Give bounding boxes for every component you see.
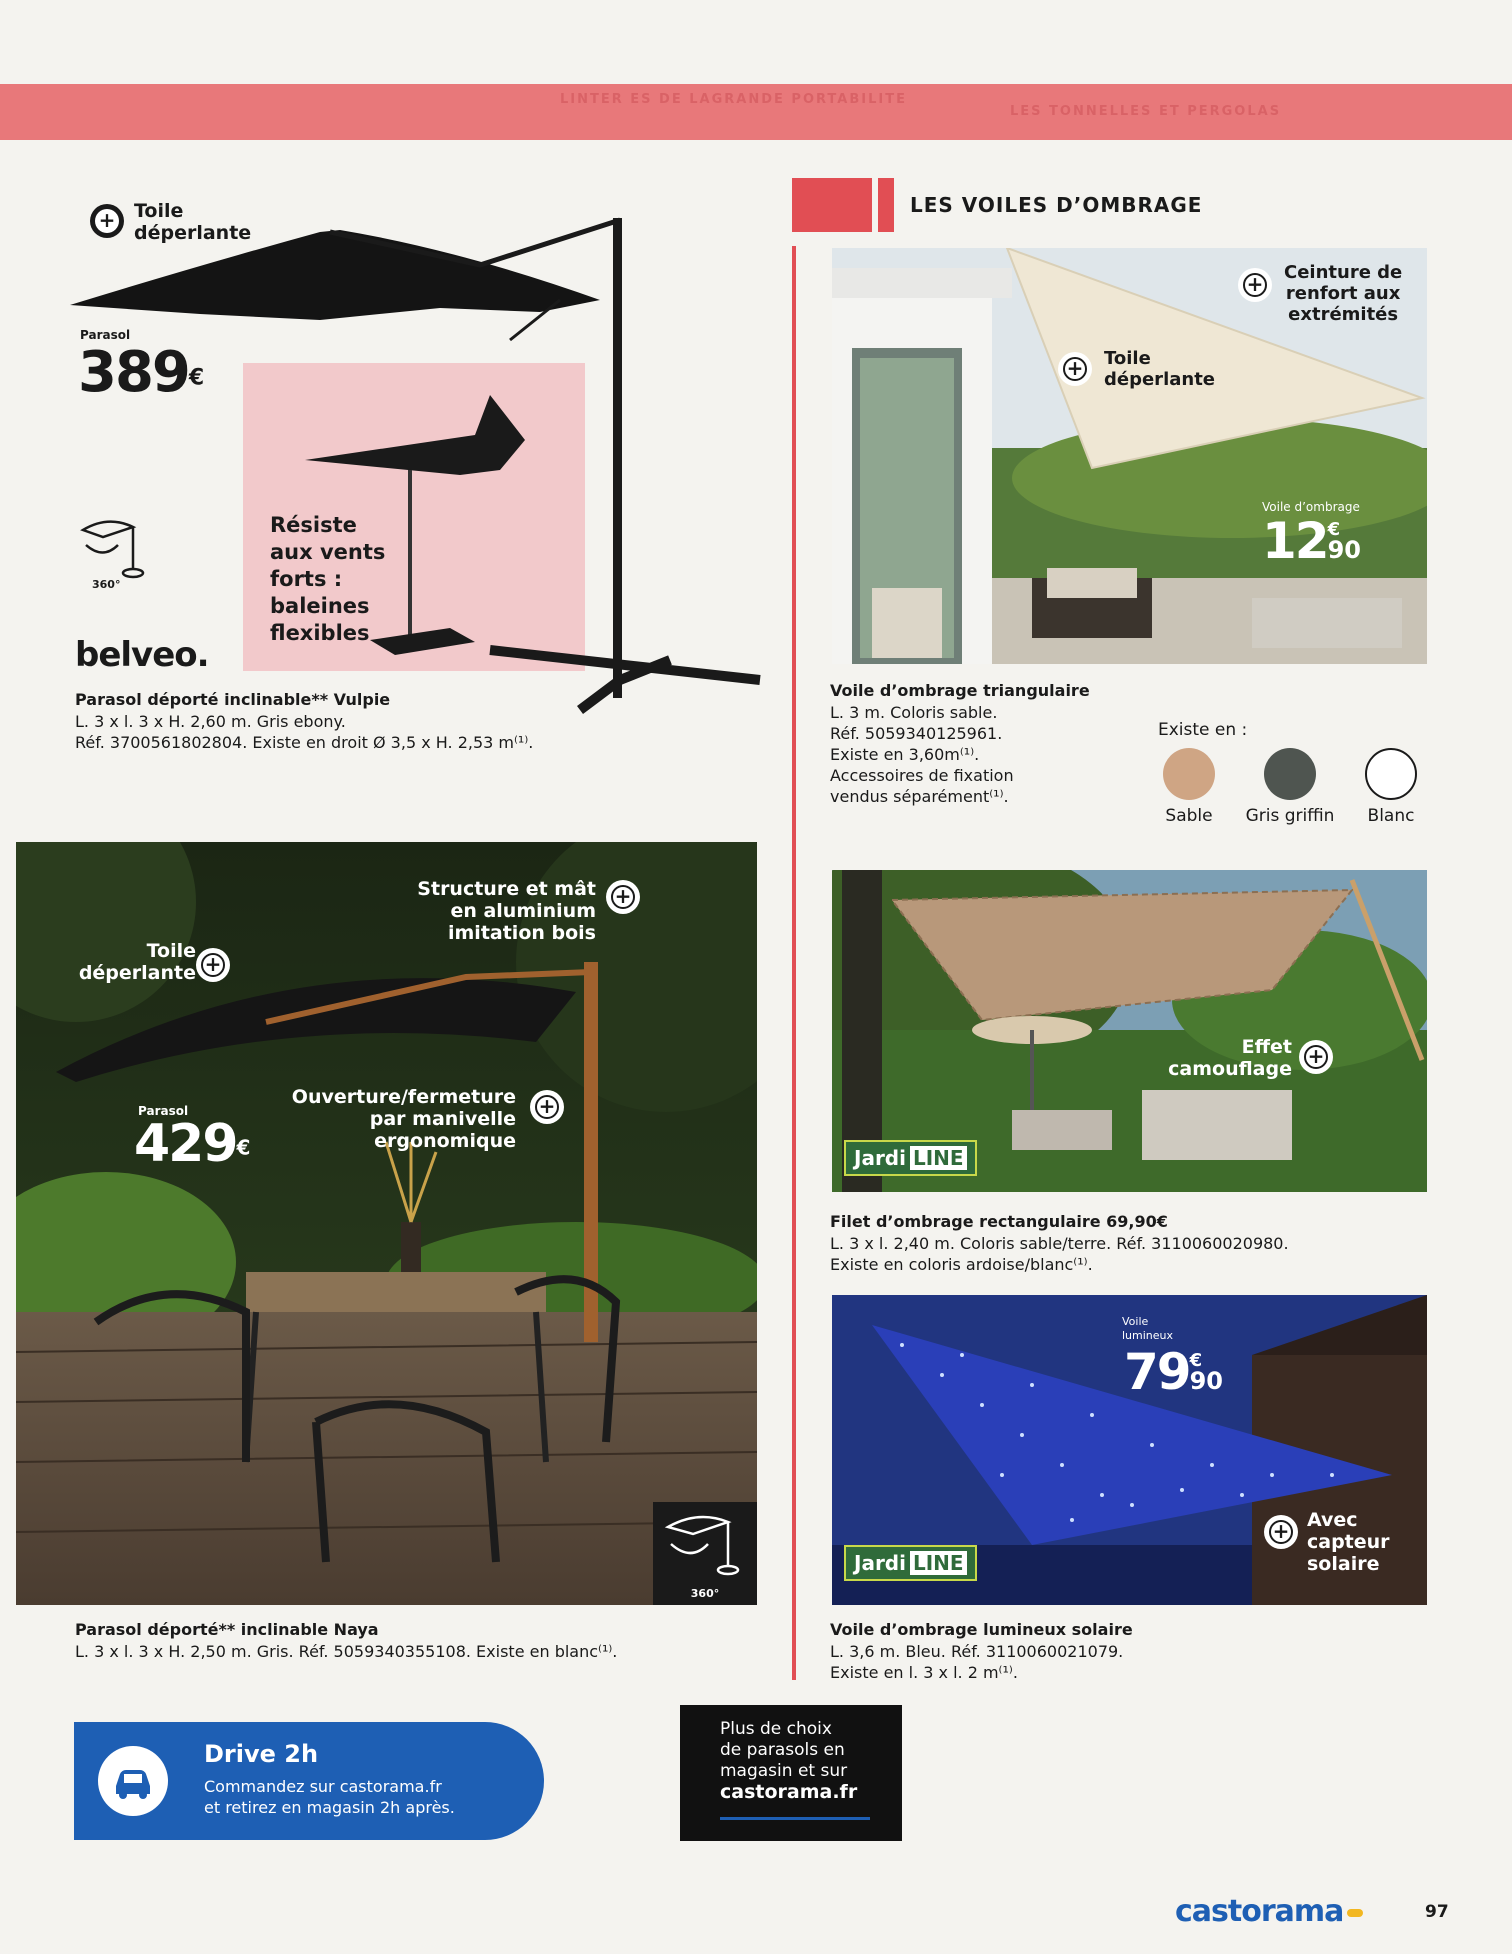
toile-marker-icon: [196, 948, 230, 982]
vulpie-title: Parasol déporté inclinable** Vulpie: [75, 690, 391, 709]
naya-price: [134, 1114, 250, 1174]
filet-callout: [1142, 1036, 1292, 1080]
triangle-price: [1262, 512, 1361, 570]
exists-label: Existe en :: [1158, 720, 1248, 740]
naya-callout-structure: [396, 878, 596, 944]
choice-line: magasin et sur: [720, 1761, 848, 1781]
callout-line: en aluminium: [450, 900, 596, 922]
vulpie-callout-toile: [134, 200, 251, 244]
rotation-label: 360°: [92, 578, 121, 591]
choice-underline: [720, 1817, 870, 1820]
jardiline-logo: [844, 1545, 977, 1581]
pink-line: baleines: [270, 594, 370, 618]
naya-photo: [16, 842, 757, 1605]
ceinture-marker-icon: [1238, 268, 1272, 302]
desc-line: Réf. 5059340125961.: [830, 724, 1003, 743]
naya-callout-ouverture: [256, 1086, 516, 1152]
desc-line: Existe en coloris ardoise/blanc⁽¹⁾.: [830, 1255, 1093, 1274]
section-vertical-line: [792, 246, 796, 1680]
rotation-360-badge: [653, 1502, 757, 1605]
price-currency: €: [236, 1135, 251, 1160]
callout-line: extrémités: [1288, 304, 1399, 325]
desc-line: L. 3 m. Coloris sable.: [830, 703, 998, 722]
desc-line: vendus séparément⁽¹⁾.: [830, 787, 1009, 806]
capteur-marker-icon: [1264, 1515, 1298, 1549]
vulpie-section: [60, 150, 760, 770]
price-currency: €: [1327, 519, 1341, 540]
choice-site-link[interactable]: castorama.fr: [720, 1781, 858, 1803]
vulpie-price: [78, 340, 204, 405]
band-ghost-right: LES TONNELLES ET PERGOLAS: [1010, 104, 1282, 119]
price-int: 79: [1124, 1343, 1190, 1401]
drive-line: Commandez sur castorama.fr: [204, 1777, 442, 1796]
toile-marker-icon: [90, 204, 124, 238]
band-ghost-left: LINTER ES DE LAGRANDE PORTABILITE: [560, 92, 907, 107]
choice-text: [720, 1719, 857, 1803]
price-currency: €: [1189, 1350, 1203, 1371]
triangle-callout-toile: [1104, 348, 1215, 390]
desc-line: L. 3,6 m. Bleu. Réf. 3110060021079.: [830, 1642, 1124, 1661]
filet-photo: [832, 870, 1427, 1192]
callout-line: déperlante: [1104, 369, 1216, 390]
callout-line: Ouverture/fermeture: [291, 1086, 516, 1108]
lumineux-price: [1124, 1343, 1223, 1401]
desc-line: L. 3 x l. 2,40 m. Coloris sable/terre. Réf. 3110060020980.: [830, 1234, 1289, 1253]
swatch-gris-griffin: [1264, 748, 1316, 800]
lumineux-price-label: [1122, 1315, 1173, 1343]
swatch-label-gris-griffin: Gris griffin: [1245, 806, 1335, 826]
swatch-label-blanc: Blanc: [1367, 806, 1415, 826]
callout-line: Toile: [134, 200, 184, 222]
callout-line: imitation bois: [448, 922, 596, 944]
pink-line: aux vents: [270, 540, 386, 564]
pink-box-text: [270, 512, 385, 647]
callout-line: déperlante: [78, 962, 196, 984]
drive-title: Drive 2h: [204, 1740, 319, 1768]
vulpie-price-label: Parasol: [80, 328, 131, 342]
filet-desc: [830, 1233, 1289, 1275]
lumineux-callout: [1307, 1509, 1390, 1575]
drive-text: [204, 1776, 455, 1818]
page-number: 97: [1425, 1902, 1449, 1922]
naya-title: Parasol déporté** inclinable Naya: [75, 1620, 379, 1639]
callout-line: Toile: [146, 940, 196, 962]
callout-line: Avec: [1307, 1509, 1358, 1531]
callout-line: déperlante: [134, 222, 252, 244]
naya-callout-toile: [66, 940, 196, 984]
swatch-blanc: [1365, 748, 1417, 800]
jardiline-logo: [844, 1140, 977, 1176]
callout-line: capteur: [1307, 1531, 1390, 1553]
triangle-title: Voile d’ombrage triangulaire: [830, 681, 1090, 700]
triangle-callout-ceinture: [1284, 262, 1402, 325]
rotation-360-icon: [78, 515, 168, 585]
ouverture-marker-icon: [530, 1090, 564, 1124]
lumineux-photo: [832, 1295, 1427, 1605]
drive-line: et retirez en magasin 2h après.: [204, 1798, 455, 1817]
desc-line: Accessoires de fixation: [830, 766, 1014, 785]
lumineux-desc: [830, 1641, 1123, 1683]
drive-banner[interactable]: [74, 1722, 544, 1840]
price-dec: 90: [1189, 1367, 1223, 1395]
lumineux-title: Voile d’ombrage lumineux solaire: [830, 1620, 1133, 1639]
callout-line: Toile: [1104, 348, 1151, 369]
section-red-block: [792, 178, 872, 232]
desc-line: Existe en l. 3 x l. 2 m⁽¹⁾.: [830, 1663, 1018, 1682]
choice-line: Plus de choix: [720, 1719, 832, 1739]
brand-part: LINE: [910, 1551, 967, 1575]
price-label-line: lumineux: [1122, 1329, 1174, 1342]
car-icon: [98, 1746, 168, 1816]
naya-desc: L. 3 x l. 3 x H. 2,50 m. Gris. Réf. 5059340355108. Existe en blanc⁽¹⁾.: [75, 1642, 618, 1661]
desc-line: Existe en 3,60m⁽¹⁾.: [830, 745, 980, 764]
callout-line: Effet: [1241, 1036, 1292, 1058]
brand-part: Jardi: [854, 1146, 906, 1170]
callout-line: par manivelle: [369, 1108, 516, 1130]
price-currency: €: [188, 365, 205, 391]
price-value: 389: [78, 340, 189, 405]
desc-line: Réf. 3700561802804. Existe en droit Ø 3,5 x H. 2,53 m⁽¹⁾.: [75, 733, 534, 752]
choice-box[interactable]: [680, 1705, 902, 1841]
logo-text: castorama: [1175, 1894, 1344, 1929]
callout-line: camouflage: [1168, 1058, 1292, 1080]
pink-line: Résiste: [270, 513, 357, 537]
triangle-desc: [830, 702, 1014, 807]
price-int: 12: [1262, 512, 1328, 570]
swatch-sable: [1163, 748, 1215, 800]
section-title: LES VOILES D’OMBRAGE: [910, 193, 1203, 217]
callout-line: ergonomique: [374, 1130, 516, 1152]
triangle-price-label: Voile d’ombrage: [1262, 500, 1360, 514]
filet-title: Filet d’ombrage rectangulaire 69,90€: [830, 1212, 1168, 1231]
structure-marker-icon: [606, 880, 640, 914]
price-dec: 90: [1327, 536, 1361, 564]
rotation-label: 360°: [690, 1587, 720, 1600]
rotation-360-icon: [653, 1502, 757, 1582]
callout-line: Ceinture de: [1284, 262, 1403, 283]
belveo-logo: belveo.: [75, 635, 209, 675]
effet-marker-icon: [1299, 1040, 1333, 1074]
toile-marker-icon: [1058, 352, 1092, 386]
choice-line: de parasols en: [720, 1740, 845, 1760]
triangle-photo: [832, 248, 1427, 664]
desc-line: L. 3 x l. 3 x H. 2,60 m. Gris ebony.: [75, 712, 346, 731]
callout-line: solaire: [1307, 1553, 1380, 1575]
naya-price-label: Parasol: [138, 1104, 189, 1118]
pink-line: flexibles: [270, 621, 370, 645]
callout-line: Structure et mât: [417, 878, 596, 900]
logo-mark: [1347, 1909, 1363, 1917]
vulpie-desc: [75, 711, 533, 753]
pink-line: forts :: [270, 567, 343, 591]
castorama-logo: [1175, 1894, 1363, 1929]
brand-part: Jardi: [854, 1551, 906, 1575]
price-value: 429: [134, 1114, 237, 1174]
section-red-bar: [878, 178, 894, 232]
price-label-line: Voile: [1122, 1315, 1149, 1328]
callout-line: renfort aux: [1285, 283, 1401, 304]
brand-part: LINE: [910, 1146, 967, 1170]
swatch-label-sable: Sable: [1165, 806, 1213, 826]
